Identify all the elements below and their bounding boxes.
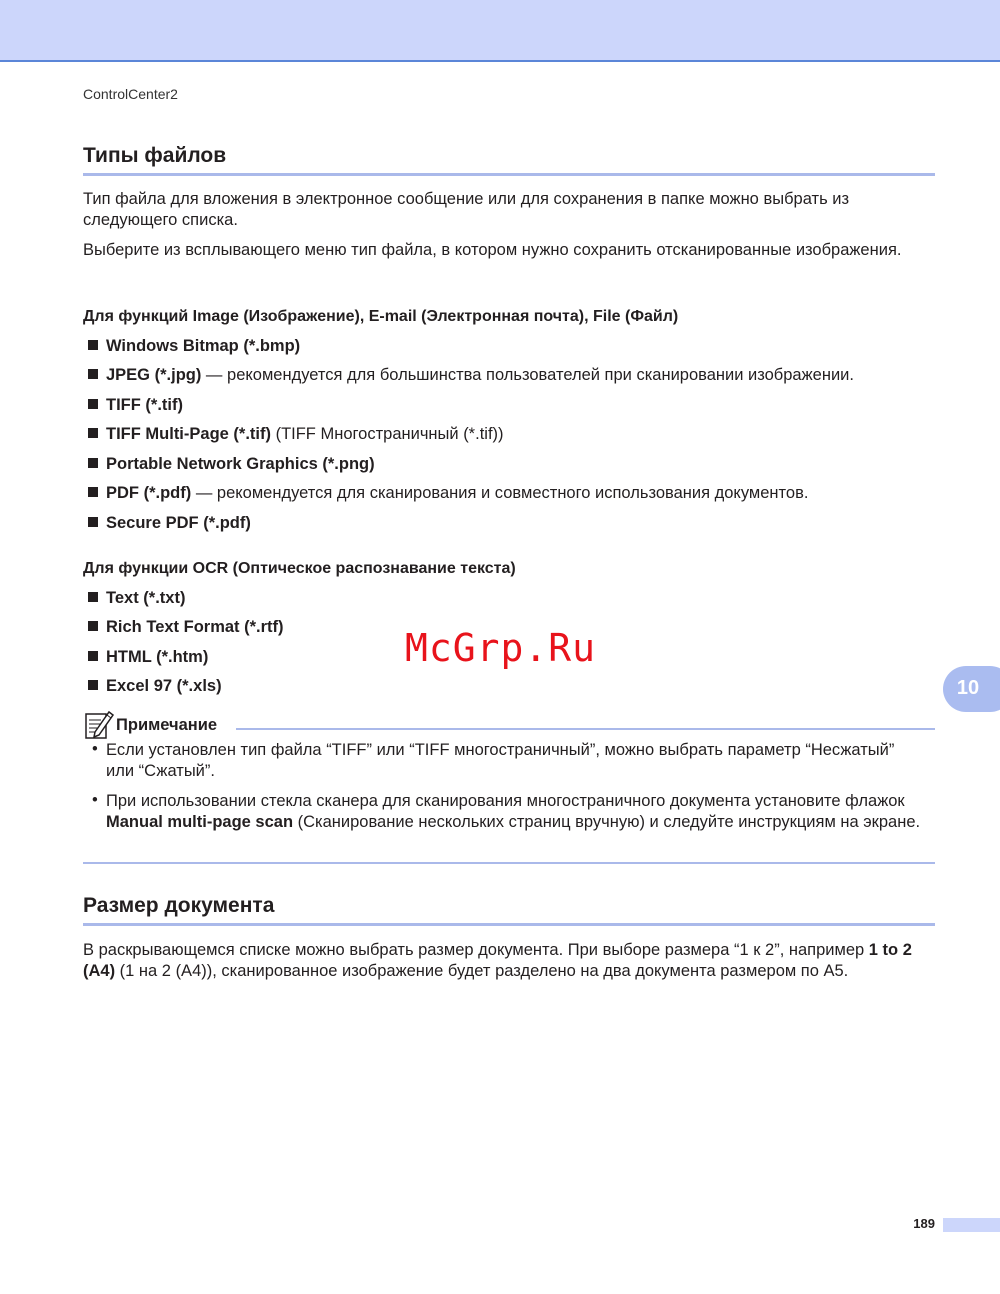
paragraph: Выберите из всплывающего меню тип файла, в котором нужно сохранить отсканированные изображения. <box>83 241 902 259</box>
square-bullet-icon <box>88 399 98 409</box>
square-bullet-icon <box>88 592 98 602</box>
watermark: McGrp.Ru <box>405 626 597 670</box>
paragraph-text: В раскрывающемся списке можно выбрать размер документа. При выборе размера “1 к 2”, например <box>83 941 869 959</box>
list-item-desc: (TIFF Многостраничный (*.tif)) <box>270 425 504 443</box>
list-item-label: TIFF (*.tif) <box>106 396 183 414</box>
note-option-name: Manual multi-page scan <box>106 813 294 831</box>
chapter-tab <box>943 666 1000 712</box>
paragraph <box>83 940 943 982</box>
list-item <box>88 677 222 696</box>
note-bullet: • <box>92 740 98 758</box>
option-name: 1 to 2 (A4) <box>83 941 912 980</box>
note-text: При использовании стекла сканера для сканирования многостраничного документа установите флажок <box>106 792 905 810</box>
list-item <box>88 589 185 608</box>
subheading-ocr: Для функции OCR (Оптическое распознавание текста) <box>83 560 516 577</box>
subheading-image-email-file: Для функций Image (Изображение), E-mail (Электронная почта), File (Файл) <box>83 308 679 325</box>
note-pencil-icon <box>83 708 115 740</box>
list-item <box>88 396 183 415</box>
square-bullet-icon <box>88 517 98 527</box>
page-number: 189 <box>913 1216 935 1231</box>
paragraph-text: (1 на 2 (A4)), сканированное изображение будет разделено на два документа размером по A5. <box>115 962 849 980</box>
list-item <box>88 484 808 503</box>
list-item <box>88 337 300 356</box>
list-item-desc: — рекомендуется для сканирования и совместного использования документов. <box>191 484 809 502</box>
note-end-rule <box>83 862 935 864</box>
square-bullet-icon <box>88 487 98 497</box>
section-rule <box>83 173 935 176</box>
list-item-label: HTML (*.htm) <box>106 648 209 666</box>
list-item-label: PDF (*.pdf) <box>106 484 192 502</box>
header-rule <box>0 60 1000 62</box>
note-item <box>106 791 926 833</box>
list-item-label: Text (*.txt) <box>106 589 186 607</box>
section-rule <box>83 923 935 926</box>
square-bullet-icon <box>88 458 98 468</box>
note-bullet: • <box>92 791 98 809</box>
list-item-label: Excel 97 (*.xls) <box>106 677 222 695</box>
list-item-label: Windows Bitmap (*.bmp) <box>106 337 301 355</box>
section-title-document-size: Размер документа <box>83 894 275 917</box>
list-item <box>88 366 854 385</box>
list-item <box>88 425 504 444</box>
square-bullet-icon <box>88 428 98 438</box>
list-item <box>88 618 284 637</box>
header-band <box>0 0 1000 60</box>
list-item-label: Portable Network Graphics (*.png) <box>106 455 375 473</box>
footer-band <box>943 1218 1000 1232</box>
list-item-label: JPEG (*.jpg) <box>106 366 202 384</box>
square-bullet-icon <box>88 340 98 350</box>
list-item-label: TIFF Multi-Page (*.tif) <box>106 425 271 443</box>
note-item: Если установлен тип файла “TIFF” или “TIFF многостраничный”, можно выбрать параметр “Несжатый” или “Сжатый”. <box>106 741 895 780</box>
list-item <box>88 648 208 667</box>
note-rule <box>236 728 935 730</box>
section-title-file-types: Типы файлов <box>83 144 227 167</box>
list-item-desc: — рекомендуется для большинства пользователей при сканировании изображении. <box>201 366 854 384</box>
list-item-label: Secure PDF (*.pdf) <box>106 514 251 532</box>
square-bullet-icon <box>88 621 98 631</box>
note-text: (Сканирование нескольких страниц вручную) и следуйте инструкциям на экране. <box>293 813 921 831</box>
list-item <box>88 455 375 474</box>
list-item-label: Rich Text Format (*.rtf) <box>106 618 284 636</box>
square-bullet-icon <box>88 651 98 661</box>
chapter-number: 10 <box>956 677 980 699</box>
square-bullet-icon <box>88 680 98 690</box>
square-bullet-icon <box>88 369 98 379</box>
paragraph: Тип файла для вложения в электронное сообщение или для сохранения в папке можно выбрать из следующего списка. <box>83 190 850 229</box>
running-title: ControlCenter2 <box>83 86 178 102</box>
note-title: Примечание <box>116 716 218 734</box>
list-item <box>88 514 251 533</box>
